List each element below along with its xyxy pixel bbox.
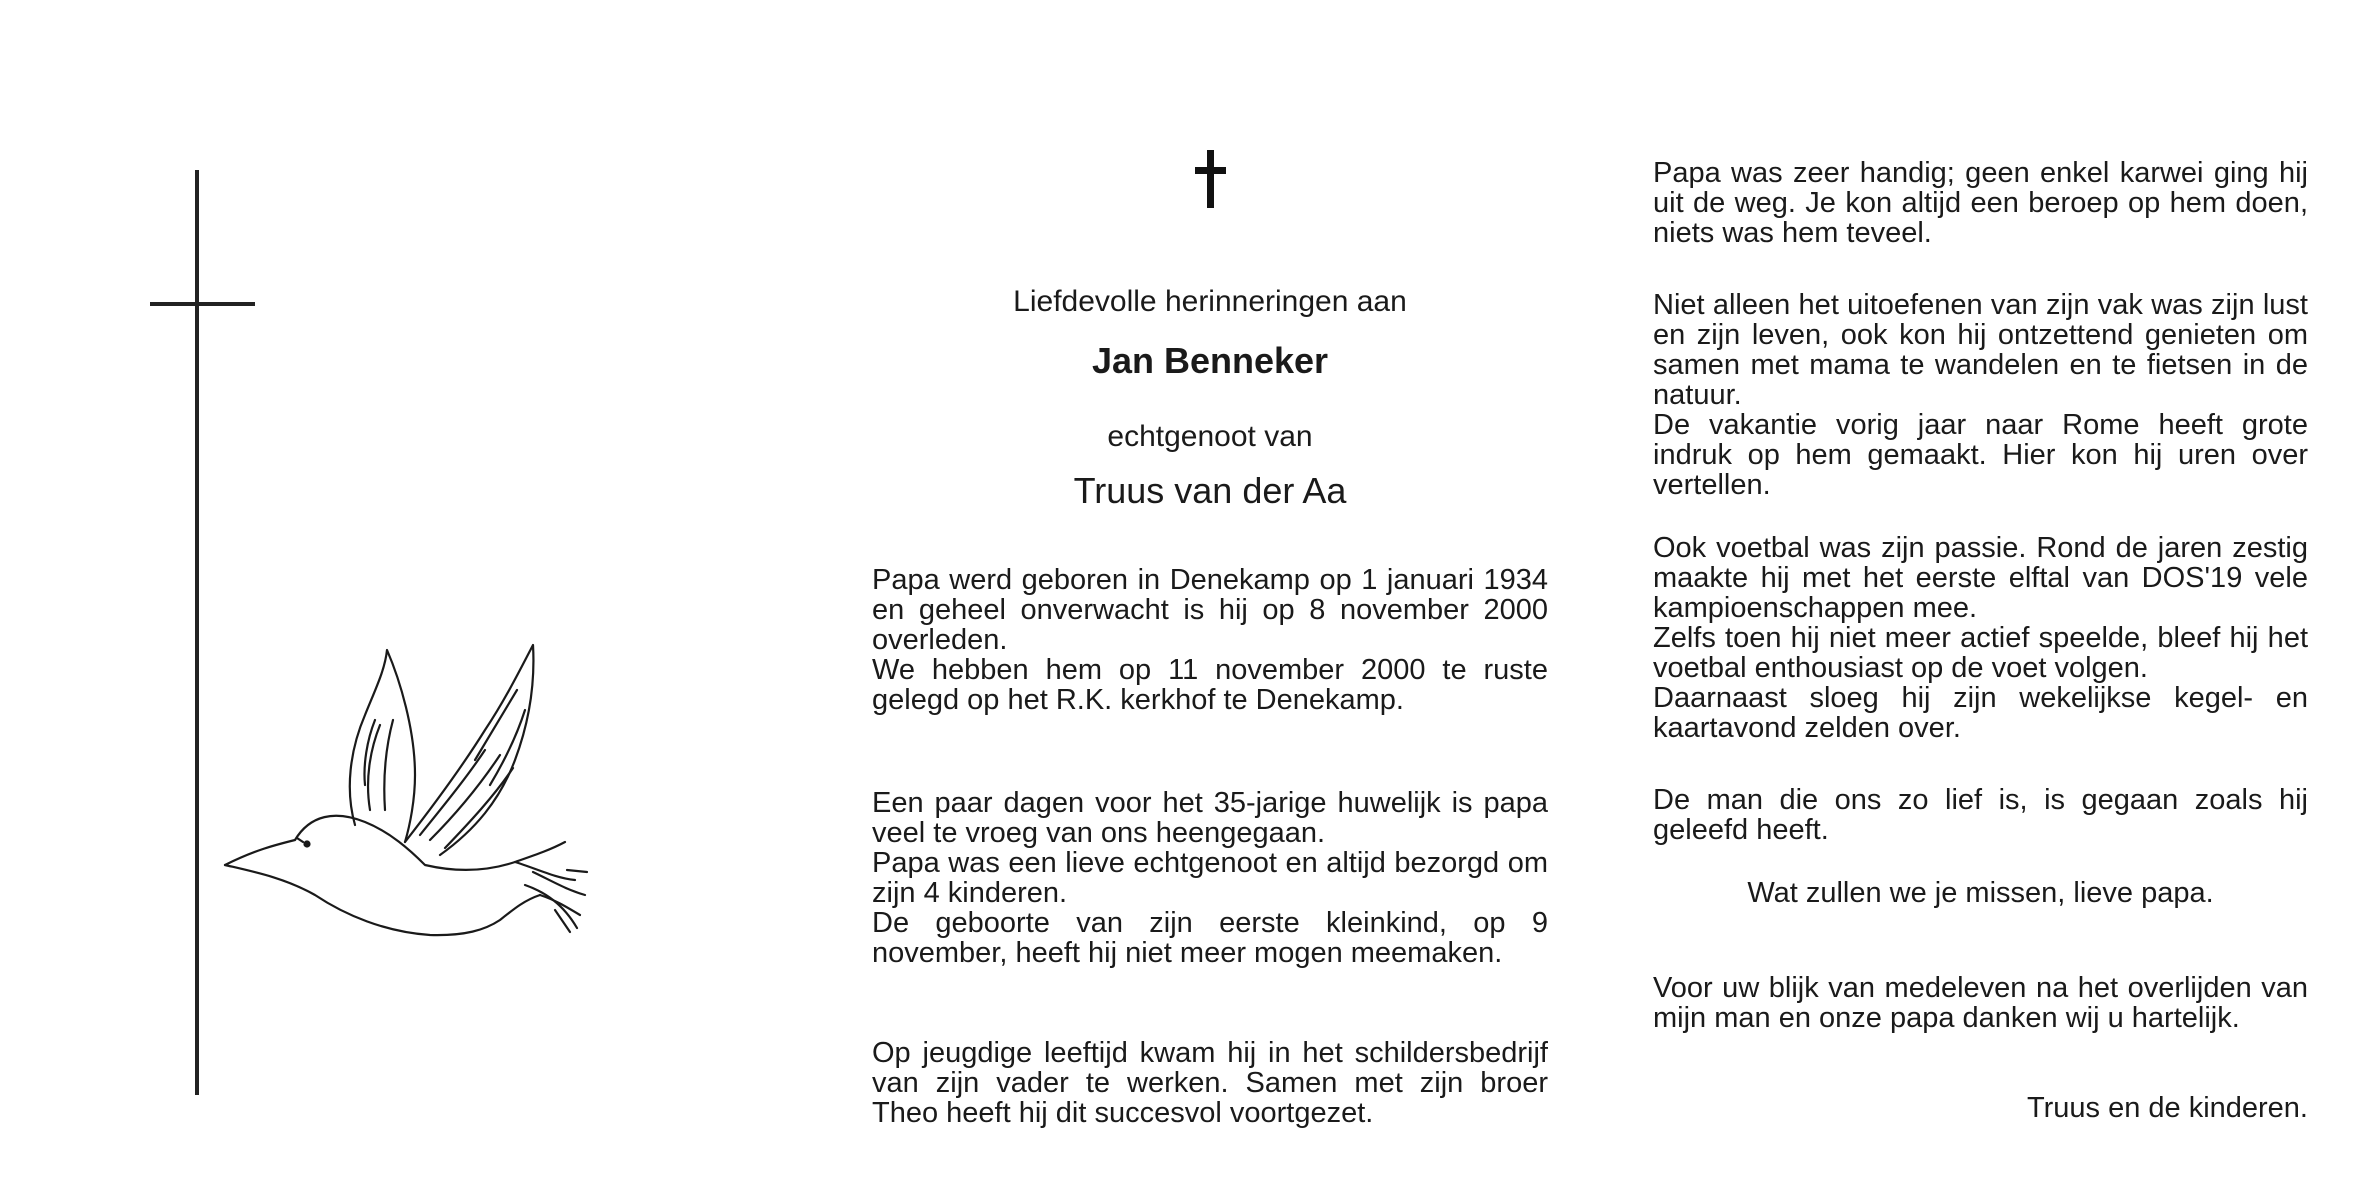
small-cross-icon (870, 150, 1550, 215)
paragraph-rome: De vakantie vorig jaar naar Rome heeft grote indruk op hem gemaakt. Hier kon hij uren over vertellen. (1653, 409, 2308, 501)
missing-line: Wat zullen we je missen, lieve papa. (1747, 877, 2214, 909)
spouse-label: echtgenoot van (1107, 420, 1313, 453)
spouse-name: Truus van der Aa (1073, 470, 1347, 511)
paragraph-profession: Op jeugdige leeftijd kwam hij in het schildersbedrijf van zijn vader te werken. Samen met zijn broer Theo heeft hij dit succesvol voortgezet. (872, 1037, 1548, 1129)
paragraph-thanks: Voor uw blijk van medeleven na het overlijden van mijn man en onze papa danken wij u hartelijk. (1653, 972, 2308, 1034)
deceased-name: Jan Benneker (1091, 340, 1329, 381)
paragraph-grandchild: De geboorte van zijn eerste kleinkind, op 9 november, heeft hij niet meer mogen meemaken. (872, 907, 1548, 969)
signature: Truus en de kinderen. (2026, 1092, 2308, 1124)
intro-text: Liefdevolle herinneringen aan (1013, 285, 1407, 318)
paragraph-hobbies: Niet alleen het uitoefenen van zijn vak was zijn lust en zijn leven, ook kon hij ontzettend genieten om samen met mama te wandelen en te fietsen in de natuur. (1653, 289, 2308, 411)
paragraph-farewell: De man die ons zo lief is, is gegaan zoals hij geleefd heeft. (1653, 784, 2308, 846)
paragraph-birth: Papa werd geboren in Denekamp op 1 januari 1934 en geheel onverwacht is hij op 8 november 2000 overleden. (872, 564, 1548, 656)
paragraph-marriage: Een paar dagen voor het 35-jarige huwelijk is papa veel te vroeg van ons heengegaan. (872, 787, 1548, 849)
paragraph-husband: Papa was een lieve echtgenoot en altijd bezorgd om zijn 4 kinderen. (872, 847, 1548, 909)
paragraph-football-follow: Zelfs toen hij niet meer actief speelde, bleef hij het voetbal enthousiast op de voet volgen. (1653, 622, 2308, 684)
dove-icon (215, 610, 590, 975)
paragraph-cards: Daarnaast sloeg hij zijn wekelijkse kegel- en kaartavond zelden over. (1653, 682, 2308, 744)
paragraph-burial: We hebben hem op 11 november 2000 te ruste gelegd op het R.K. kerkhof te Denekamp. (872, 654, 1548, 716)
paragraph-handy: Papa was zeer handig; geen enkel karwei ging hij uit de weg. Je kon altijd een beroep op hem doen, niets was hem teveel. (1653, 157, 2308, 249)
paragraph-football: Ook voetbal was zijn passie. Rond de jaren zestig maakte hij met het eerste elftal van DOS'19 vele kampioenschappen mee. (1653, 532, 2308, 624)
